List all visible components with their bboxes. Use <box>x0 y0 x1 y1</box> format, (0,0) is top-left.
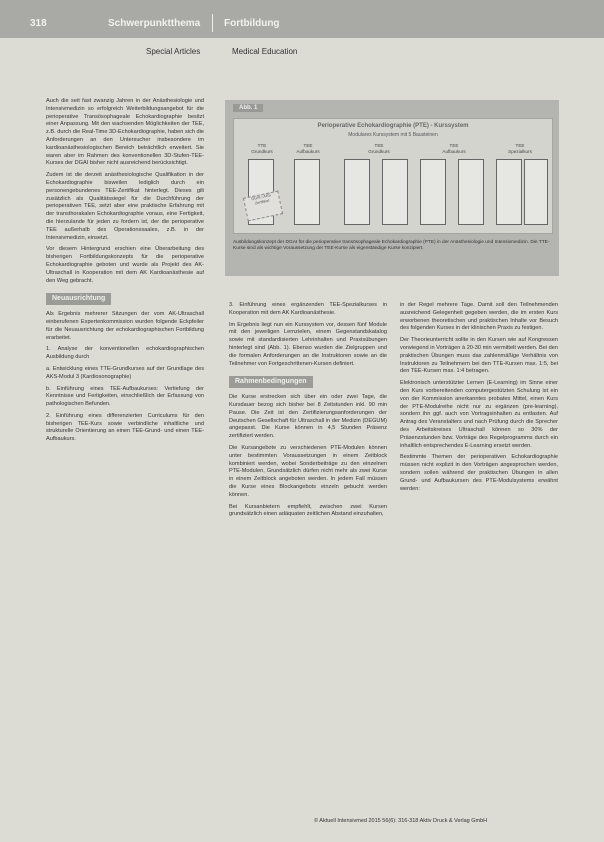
page-footer: © Aktuell Intensivmed 2015 56(6): 316-318 Aktiv Druck & Verlag GmbH <box>314 818 488 824</box>
figure-caption: Ausbildungskonzept der DGAI für die perioperative transösophageale Echokardiographie (PTE) in der Anästhesiologie und Intensivmedizin. Die TTE-Kurse sind als wichtige Voraussetzung der TEE-Kurse als eigenständige Kurse konzipiert. <box>233 240 550 252</box>
paragraph: Vor diesem Hintergrund erschien eine Überarbeitung des bisherigen Fortbildungskonzepts für die perioperative Echokardiographie geboten und wurde als Projekt des AK-Ultraschall in Kooperation mit dem AK Kardioanästhesie auf den Weg gebracht. <box>46 246 204 284</box>
paragraph: 2. Einführung eines differenzierten Curriculums für den bisherigen TEE-Kurs sowie verbindliche inhaltliche und strukturelle Orientierung an einen TEE-Grund- und einen TEE-Aufbaukurs. <box>46 412 204 443</box>
figure-subtitle: Modulares Kurssystem mit 5 Bausteinen <box>348 132 438 138</box>
paragraph: Der Theorieunterricht sollte in den Kursen wie auf Kongressen vorwiegend in Vorträgen à 20-30 min vermittelt werden. Bei den praktischen Übungen muss das zahlenmäßige Verhältnis von Instruktoren zu Teilnehmern bei den TTE-Kursen max. 1:5, bei den TEE-Kursen max. 1:4 betragen. <box>400 337 558 375</box>
subheader-left: Special Articles <box>146 47 201 56</box>
paragraph: Bestimmte Themen der perioperativen Echokardiographie müssen nicht explizit in den Vorträgen angesprochen werden, sondern sollen während der praktischen Übungen in allen Grund- und Aufbaukursen des PTE-Modulsystems erwähnt werden: <box>400 454 558 492</box>
module-box <box>382 159 408 225</box>
module-label: TTE Grundkurs <box>251 143 273 154</box>
module-box <box>344 159 370 225</box>
page-number: 318 <box>30 18 47 29</box>
module-box <box>420 159 446 225</box>
module-box <box>524 159 548 225</box>
paragraph: Bei Kursanbietern empfiehlt, zwischen zwei Kursen grundsätzlich einen adäquaten zeitlichen Abstand einzuhalten, <box>229 503 387 518</box>
paragraph: Als Ergebnis mehrerer Sitzungen der vom AK-Ultraschall einberufenen Expertenkommission wurden folgende Eckpfeiler für die Neuausrichtung der echokardiographischen Fortbildung erarbeitet. <box>46 311 204 341</box>
figure-diagram <box>233 118 553 234</box>
module-label: TEE Spezialkurs <box>508 143 532 154</box>
paragraph: 1. Analyse der konventionellen echokardiographischen Ausbildung durch <box>46 346 204 361</box>
paragraph: in der Regel mehrere Tage. Damit soll den Teilnehmenden ausreichend Gelegenheit gegeben werden, die im ersten Kurs erworbenen theoretischen und praktischen Inhalte vor Besuch des folgenden Kurses in der klinischen Praxis zu festigen. <box>400 302 558 332</box>
module-label: TEE Aufbaukurs <box>296 143 320 154</box>
page-header <box>0 0 604 38</box>
figure-title: Perioperative Echokardiographie (PTE) - Kurssystem <box>317 123 469 129</box>
paragraph: Auch die seit fast zwanzig Jahren in der Anästhesiologie und Intensivmedizin so erfolgreich Weiterbildungsangebot für die perioperative Transösophageale Echokardiographie besitzt einer Anpassung. Mit den wachsenden Möglichkeiten der TEE, z.B. durch die Real-Time 3D-Echokardiographie, haben sich die Anforderungen an den Untersucher insbesondere im kardioanästhesiologischen Bereich beträchtlich erweitert. Sie waren aber im Rahmen des konventionellen 3D-Stufen-TEE-Kurses der DGAI bisher nicht ausreichend berücksichtigt. <box>46 98 204 167</box>
header-subsection: Fortbildung <box>224 18 280 29</box>
section-heading: Neuausrichtung <box>46 293 111 305</box>
paragraph: 3. Einführung eines ergänzenden TEE-Spezialkurses in Kooperation mit dem AK Kardioanästhesie. <box>229 302 387 316</box>
paragraph: b. Einführung eines TEE-Aufbaukurses: Vertiefung der Kenntnisse und Fertigkeiten, einschließlich der Erfassung von pathologischen Befunden. <box>46 385 204 408</box>
module-label: TEE Grundkurs <box>368 143 390 154</box>
paragraph: Die Kursangebote zu verschiedenen PTE-Modulen können unter bestimmten Voraussetzungen in einem Zeitblock kombiniert werden, wobei Sonderbeiträge zu den einzelnen PTE-Modulen, Grundsätzlich dürfen nicht mehr als zwei Kurse in einem Zeitblock angeboten werden. In jedem Fall müssen die Kurse eines Blockangebots einzeln gebucht werden können. <box>229 444 387 498</box>
paragraph: Im Ergebnis liegt nun ein Kurssystem vor, dessen fünf Module mit den jeweiligen Lernzielen, einem Gegenstandskatalog sowie mit standardisierten Lehrinhalten und Praxisübungen hinterlegt sind (Abb. 1). Ebenso wurden die Zielgruppen und die formalen Anforderungen an die Instruktoren sowie an die Teilnehmer von Fortgeschrittenen-Kursen definiert. <box>229 321 387 367</box>
section-heading: Rahmenbedingungen <box>229 376 313 388</box>
module-label: TEE Aufbaukurs <box>442 143 466 154</box>
subheader-right: Medical Education <box>232 47 298 56</box>
paragraph: a. Entwicklung eines TTE-Grundkurses auf der Grundlage des AKS-Modul 3 (Kardiosonographie) <box>46 365 204 380</box>
certificate-stamp: DGAI / AKS Zertifikat <box>243 191 283 222</box>
figure-course-system <box>225 100 559 276</box>
text-column-1 <box>46 98 204 448</box>
module-box <box>496 159 522 225</box>
header-section: Schwerpunktthema <box>108 18 201 29</box>
module-box <box>294 159 320 225</box>
paragraph: Elektronisch unterstützter Lernen (E-Learning) im Sinne einer den Kurs vorbereitenden computergestützten Schulung ist ein von der Kommission anerkanntes probates Mittel, einen Kurs der PTE-Modulreihe nicht nur zu ergänzen (pre-learning), sondern ihn ggf. auch von Vortragsinhalten zu entlasten. Auf Antrag des Veranstalters und nach Prüfung durch die Sprecher des Arbeitskreises Ultraschall können so 30% der Präsenzstunden bzw. Vorträge des Regelprogramms durch ein inhaltlich entsprechendes E-Learning ersetzt werden. <box>400 380 558 449</box>
paragraph: Zudem ist die derzeit anästhesiologische Qualifikation in der Echokardiographie bisweilen lediglich durch ein personengebundenes TEE-Zertifikat hinterlegt. Dieses gilt zusätzlich als Qualitätssiegel für die Durchführung der perioperativen TEE, setzt aber eine praktische Erfahrung mit der transthorakalen Echokardiographie voraus, eine Fertigkeit, die hierzulande für jeden zu fordern ist, der die perioperative TEE außerhalb des Operationssaales, z.B. in der Intensivmedizin, einsetzt. <box>46 172 204 241</box>
header-divider <box>212 14 213 32</box>
figure-label: Abb. 1 <box>233 104 263 112</box>
module-box <box>458 159 484 225</box>
text-column-3 <box>400 302 558 497</box>
text-column-2 <box>229 302 387 523</box>
paragraph: Die Kurse erstrecken sich über ein oder zwei Tage, die Kursdauer bezog sich bisher bei 8 Zeitstunden inkl. 90 min Pause. Die Zeit ist den Zertifizierungsanforderungen der Deutschen Gesellschaft für Ultraschall in der Medizin (DEGUM) angepasst. Die Kurse können in 4,5 Stunden Präsenz zertifiziert werden. <box>229 394 387 440</box>
